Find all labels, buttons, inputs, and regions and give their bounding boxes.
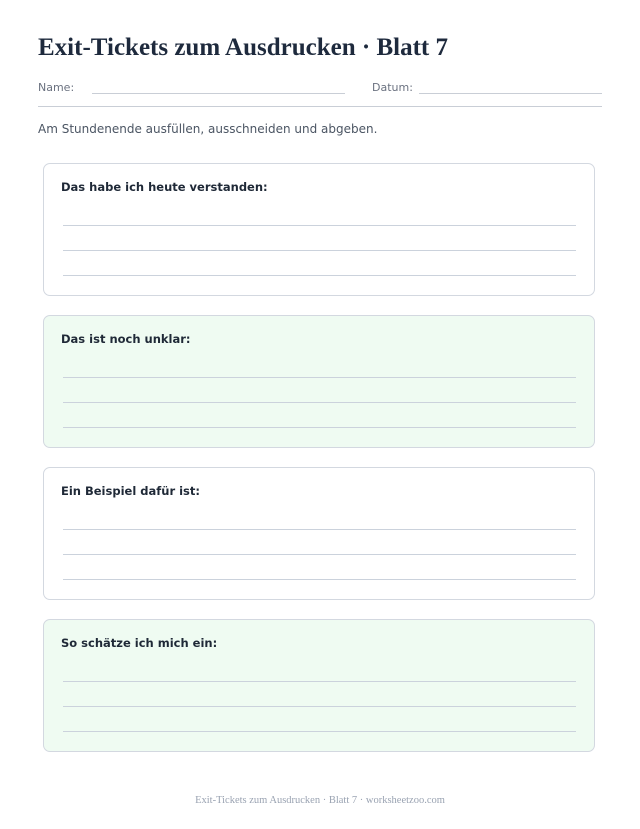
exit-ticket-card-understood — [43, 163, 595, 296]
page-footer: Exit-Tickets zum Ausdrucken · Blatt 7 · worksheetzoo.com — [195, 795, 445, 806]
card-prompt: Das ist noch unklar: — [61, 332, 191, 346]
writing-line[interactable] — [63, 377, 576, 378]
writing-line[interactable] — [63, 225, 576, 226]
exit-ticket-card-example — [43, 467, 595, 600]
worksheet-title: Exit-Tickets zum Ausdrucken · Blatt 7 — [38, 34, 448, 61]
header-divider — [38, 106, 602, 107]
card-prompt: So schätze ich mich ein: — [61, 636, 218, 650]
exit-ticket-card-self-assessment — [43, 619, 595, 752]
writing-line[interactable] — [63, 427, 576, 428]
name-field-line[interactable] — [92, 93, 345, 94]
writing-line[interactable] — [63, 731, 576, 732]
date-field-line[interactable] — [419, 93, 602, 94]
name-label: Name: — [38, 81, 75, 94]
writing-line[interactable] — [63, 250, 576, 251]
writing-line[interactable] — [63, 681, 576, 682]
exit-ticket-card-unclear — [43, 315, 595, 448]
writing-line[interactable] — [63, 579, 576, 580]
writing-line[interactable] — [63, 554, 576, 555]
writing-line[interactable] — [63, 275, 576, 276]
writing-line[interactable] — [63, 402, 576, 403]
card-prompt: Ein Beispiel dafür ist: — [61, 484, 200, 498]
card-prompt: Das habe ich heute verstanden: — [61, 180, 268, 194]
writing-line[interactable] — [63, 529, 576, 530]
date-label: Datum: — [372, 81, 413, 94]
instructions-text: Am Stundenende ausfüllen, ausschneiden und abgeben. — [38, 122, 378, 136]
writing-line[interactable] — [63, 706, 576, 707]
